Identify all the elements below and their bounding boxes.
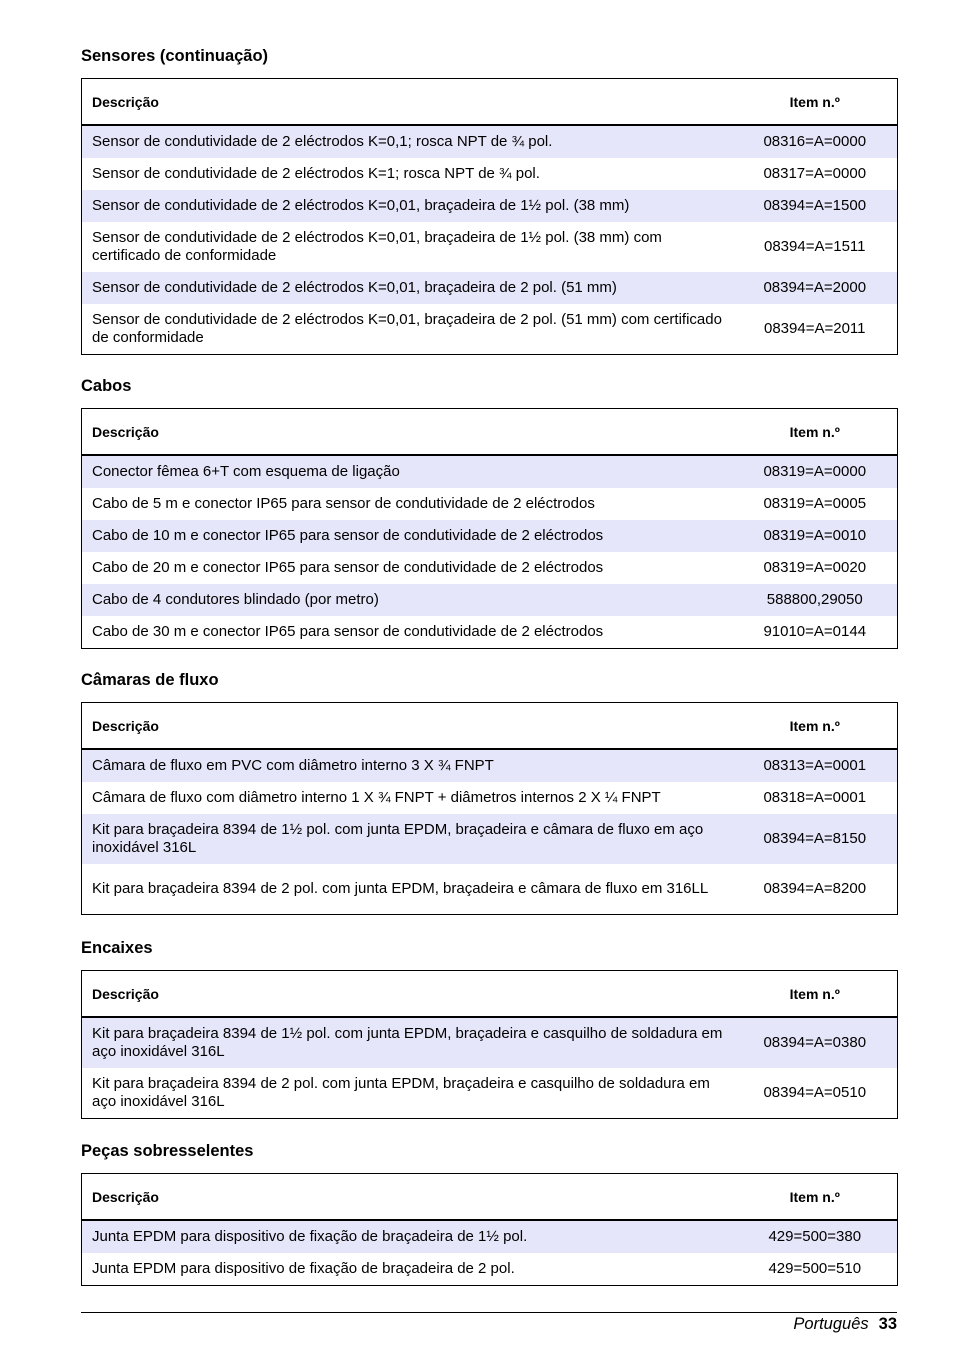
- row-item-number: 08319=A=0010: [733, 520, 898, 552]
- table-header-row: [82, 409, 898, 456]
- parts-table: [81, 1173, 898, 1286]
- header-item-number: Item n.º: [733, 409, 898, 456]
- row-item-number: 08394=A=0380: [733, 1017, 898, 1068]
- table-header-row: [82, 971, 898, 1018]
- table-row: [82, 1017, 898, 1068]
- section-title: Encaixes: [81, 939, 153, 957]
- parts-table: [81, 78, 898, 355]
- header-description: Descrição: [82, 79, 733, 126]
- row-description: Junta EPDM para dispositivo de fixação de braçadeira de 2 pol.: [82, 1253, 733, 1286]
- row-item-number: 08394=A=8200: [733, 864, 898, 915]
- row-item-number: 08318=A=0001: [733, 782, 898, 814]
- footer-text: [793, 1313, 897, 1335]
- table-row: [82, 488, 898, 520]
- table-row: [82, 190, 898, 222]
- table-header-row: [82, 703, 898, 750]
- header-description: Descrição: [82, 971, 733, 1018]
- table-row: [82, 520, 898, 552]
- section-camaras-de-fluxo: [81, 669, 897, 915]
- row-description: Sensor de condutividade de 2 eléctrodos K=0,01, braçadeira de 1½ pol. (38 mm) com certificado de conformidade: [82, 222, 733, 272]
- row-description: Kit para braçadeira 8394 de 2 pol. com junta EPDM, braçadeira e câmara de fluxo em 316LL: [82, 864, 733, 915]
- table-row: [82, 1220, 898, 1253]
- row-description: Cabo de 5 m e conector IP65 para sensor de condutividade de 2 eléctrodos: [82, 488, 733, 520]
- table-row: [82, 1068, 898, 1119]
- table-row: [82, 782, 898, 814]
- row-item-number: 588800,29050: [733, 584, 898, 616]
- parts-table: [81, 408, 898, 649]
- row-description: Sensor de condutividade de 2 eléctrodos K=0,01, braçadeira de 1½ pol. (38 mm): [82, 190, 733, 222]
- table-header-row: [82, 1174, 898, 1221]
- row-description: Cabo de 4 condutores blindado (por metro): [82, 584, 733, 616]
- row-item-number: 08394=A=8150: [733, 814, 898, 864]
- table-row: [82, 158, 898, 190]
- table-row: [82, 584, 898, 616]
- table-row: [82, 616, 898, 649]
- table-row: [82, 864, 898, 915]
- row-description: Câmara de fluxo em PVC com diâmetro interno 3 X ¾ FNPT: [82, 749, 733, 782]
- row-description: Cabo de 30 m e conector IP65 para sensor de condutividade de 2 eléctrodos: [82, 616, 733, 649]
- header-item-number: Item n.º: [733, 1174, 898, 1221]
- footer-language: Português: [793, 1315, 869, 1333]
- row-item-number: 08394=A=2000: [733, 272, 898, 304]
- row-description: Sensor de condutividade de 2 eléctrodos K=1; rosca NPT de ¾ pol.: [82, 158, 733, 190]
- row-item-number: 91010=A=0144: [733, 616, 898, 649]
- header-description: Descrição: [82, 1174, 733, 1221]
- row-description: Cabo de 10 m e conector IP65 para sensor de condutividade de 2 eléctrodos: [82, 520, 733, 552]
- table-row: [82, 814, 898, 864]
- table-row: [82, 1253, 898, 1286]
- row-description: Sensor de condutividade de 2 eléctrodos K=0,01, braçadeira de 2 pol. (51 mm) com certificado de conformidade: [82, 304, 733, 355]
- row-item-number: 08313=A=0001: [733, 749, 898, 782]
- section-cabos: [81, 375, 897, 649]
- header-item-number: Item n.º: [733, 971, 898, 1018]
- header-item-number: Item n.º: [733, 703, 898, 750]
- section-encaixes: [81, 937, 897, 1119]
- section-title: Sensores (continuação): [81, 47, 269, 65]
- row-item-number: 429=500=510: [733, 1253, 898, 1286]
- section-title: Câmaras de fluxo: [81, 671, 219, 689]
- table-row: [82, 222, 898, 272]
- section-title: Peças sobresselentes: [81, 1142, 254, 1160]
- table-row: [82, 749, 898, 782]
- row-description: Kit para braçadeira 8394 de 1½ pol. com junta EPDM, braçadeira e casquilho de soldadura em aço inoxidável 316L: [82, 1017, 733, 1068]
- row-description: Conector fêmea 6+T com esquema de ligação: [82, 455, 733, 488]
- table-row: [82, 272, 898, 304]
- page-number: 33: [878, 1315, 897, 1333]
- row-description: Câmara de fluxo com diâmetro interno 1 X ¾ FNPT + diâmetros internos 2 X ¼ FNPT: [82, 782, 733, 814]
- parts-table: [81, 702, 898, 915]
- row-description: Sensor de condutividade de 2 eléctrodos K=0,01, braçadeira de 2 pol. (51 mm): [82, 272, 733, 304]
- row-item-number: 08316=A=0000: [733, 125, 898, 158]
- table-row: [82, 455, 898, 488]
- header-item-number: Item n.º: [733, 79, 898, 126]
- header-description: Descrição: [82, 703, 733, 750]
- header-description: Descrição: [82, 409, 733, 456]
- table-row: [82, 304, 898, 355]
- row-item-number: 08319=A=0005: [733, 488, 898, 520]
- section-sensores: [81, 45, 897, 355]
- row-description: Junta EPDM para dispositivo de fixação de braçadeira de 1½ pol.: [82, 1220, 733, 1253]
- row-item-number: 08394=A=1500: [733, 190, 898, 222]
- table-header-row: [82, 79, 898, 126]
- table-row: [82, 125, 898, 158]
- row-item-number: 08394=A=2011: [733, 304, 898, 355]
- row-item-number: 429=500=380: [733, 1220, 898, 1253]
- parts-table: [81, 970, 898, 1119]
- row-item-number: 08319=A=0020: [733, 552, 898, 584]
- row-description: Kit para braçadeira 8394 de 2 pol. com junta EPDM, braçadeira e casquilho de soldadura em aço inoxidável 316L: [82, 1068, 733, 1119]
- row-item-number: 08319=A=0000: [733, 455, 898, 488]
- row-description: Sensor de condutividade de 2 eléctrodos K=0,1; rosca NPT de ¾ pol.: [82, 125, 733, 158]
- row-item-number: 08317=A=0000: [733, 158, 898, 190]
- table-row: [82, 552, 898, 584]
- row-item-number: 08394=A=1511: [733, 222, 898, 272]
- section-title: Cabos: [81, 377, 132, 395]
- section-pecas-sobresselentes: [81, 1140, 897, 1286]
- row-description: Kit para braçadeira 8394 de 1½ pol. com junta EPDM, braçadeira e câmara de fluxo em aço inoxidável 316L: [82, 814, 733, 864]
- row-item-number: 08394=A=0510: [733, 1068, 898, 1119]
- page-footer: [81, 1312, 897, 1333]
- row-description: Cabo de 20 m e conector IP65 para sensor de condutividade de 2 eléctrodos: [82, 552, 733, 584]
